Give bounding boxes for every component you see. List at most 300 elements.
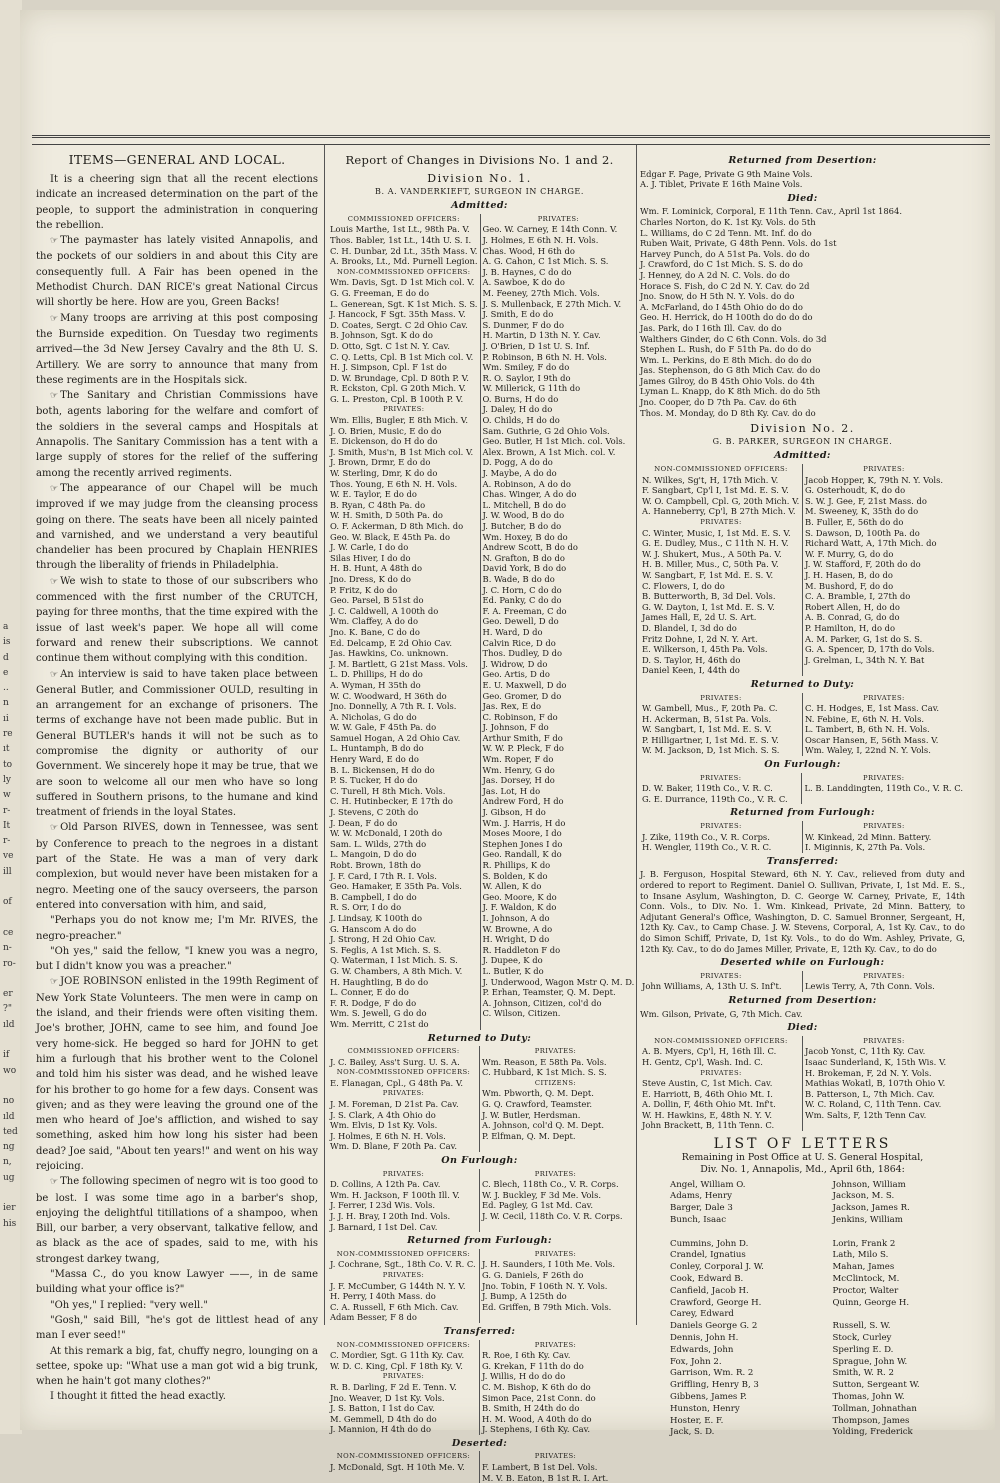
admitted-subcolumn [802,464,965,676]
roster-entry: J. Smith, E do do [482,309,554,320]
roster-entry: B. Smith, H 24th do do [482,1403,580,1414]
returned-to-duty-list [328,1046,631,1152]
letter-recipient: Angel, William O. [670,1179,746,1190]
rank-heading: PRIVATES: [382,1372,425,1381]
roster-entry: L. Butler, K do [482,965,544,976]
letter-recipient: Cook, Edward B. [670,1274,744,1285]
roster-entry: E. Flanagan, Cpl., G 48th Pa. V. [330,1077,464,1088]
report-division-1-column [328,152,635,1483]
roster-entry: Robert Allen, H, do do [805,601,900,612]
pointing-hand-icon: ☞ [50,576,58,587]
roster-entry: O. F. Ackerman, D 8th Mich. do [330,521,464,531]
letter-recipient: Stock, Curley [832,1333,892,1344]
margin-fragment: n, [3,1157,12,1168]
roster-entry: W. Sangbart, F, 1st Md. E. S. V. [642,569,774,580]
on-furlough-subcolumn [801,773,965,805]
roster-entry: Geo. Artis, D do [482,669,550,680]
pointing-hand-icon: ☞ [50,313,58,324]
roster-entry: D. Pogg, A do do [482,457,553,468]
news-paragraph [36,1174,318,1267]
roster-entry: A. B. Myers, Cp'l, H, 16th Ill. C. [642,1046,777,1057]
roster-entry: Silas Hiver, I do do [330,552,411,563]
margin-fragment: ıt [3,744,10,755]
roster-entry: A. Dollin, F, 46th Ohio Mt. Inf't. [642,1099,776,1110]
rank-heading: PRIVATES: [534,1047,577,1056]
roster-entry: L. Generean, Sgt. K 1st Mich. S. S. [330,298,478,309]
margin-fragment: if [3,1050,10,1061]
letter-recipient: Thompson, James [832,1415,910,1426]
roster-entry: H. Perry, I 40th Mass. do [330,1291,436,1302]
roster-entry: Mathias Wokatl, B, 107th Ohio V. [805,1078,946,1089]
roster-entry: B. L. Bickensen, H do do [330,764,435,775]
roster-entry: P. Fritz, K do do [330,584,398,595]
roster-entry: J. Grelman, L, 34th N. Y. Bat [805,654,925,665]
roster-entry: W. W. P. Pleck, F do [482,743,564,754]
margin-fragment: ıld [3,1019,15,1030]
roster-entry: J. Johnson, F do [482,722,549,733]
roster-entry: Sam. Guthrie, G 2d Ohio Vols. [482,425,610,436]
roster-entry: Jno. Tobin, F 106th N. Y. Vols. [482,1280,608,1291]
news-paragraph [36,667,318,821]
roster-entry: A. Brooks, Lt., Md. Purnell Legion. [330,256,478,267]
news-paragraph [36,172,318,233]
rank-heading: NON-COMMISSIONED OFFICERS: [336,1249,471,1258]
roster-entry: Jno. Weaver, D 1st Ky. Vols. [330,1392,445,1403]
roster-entry: Stephen Jones I do [482,838,563,849]
roster-entry: O. Childs, H do do [482,415,560,426]
letter-recipient: Canfield, Jacob H. [670,1285,749,1296]
paragraph-text: The appearance of our Chapel will be much improved if we may judge from the cleansing process going on there. The seats have been all nicely painted and varnished, and we understand a very beautiful chandelier has been procured by Chaplain HENRIES through the liberality of friends in Philadelphia. [36,482,318,572]
roster-entry: M. Bushord, F, do do [805,580,894,591]
roster-entry: Jas. Stephenson, do G 8th Mich Cav. do do [640,365,821,376]
roster-entry: J. Butcher, B do do [482,521,562,531]
roster-entry: I. Miginnis, K, 27th Pa. Vols. [805,842,926,853]
news-paragraph [36,1344,318,1390]
roster-entry: L. Huntamph, B do do [330,743,424,754]
news-paragraph [36,974,318,1174]
letter-recipient: Jack, S. D. [670,1427,715,1438]
transferred-subcolumn [479,1340,631,1435]
margin-fragment [3,880,18,895]
letter-recipient: Jenkins, William [832,1215,903,1226]
roster-entry: N. Febine, E, 6th N. H. Vols. [805,713,925,724]
roster-entry: J. Crawford, do C 1st Mich. S. S. do do [640,259,803,270]
letter-recipient: Hunston, Henry [670,1403,740,1414]
roster-entry: R. Roe, I 6th Ky. Cav. [482,1350,571,1361]
roster-entry: R. Haddleton F do [482,944,561,955]
roster-entry: Wm. Henry, G do [482,764,555,775]
margin-fragment [3,972,18,987]
letter-recipient: Jackson, James R. [832,1203,910,1214]
roster-entry: J. Cochrane, Sgt., 18th Co. V. R. C. [330,1259,476,1270]
roster-entry: Louis Marthe, 1st Lt., 98th Pa. V. [330,224,470,235]
roster-entry: C. Hubbard, K 1st Mich. S. S. [482,1067,607,1078]
paragraph-text: JOE ROBINSON enlisted in the 199th Regiment of New York State Volunteers. The men were in camp on the island, and their friends were often visiting them. Joe's brother, JOHN, came to see him, and found Joe very home-sick. He begged so hard for JOHN to get him a furlough that his brother went to the Colonel and told him his sister was dead, and he wished leave for his brother to go home for a few days. Consent was given; and as they were leaving the ground one of the men who heard of Joe's affliction, and wished to say something, asked him how long his sister had been dead? Joe said, "About ten years!" and went on his way rejoicing. [36,976,318,1172]
paragraph-text: "Oh yes," I replied: "very well." [50,1299,208,1311]
roster-entry: N. Wilkes, Sg't, H, 17th Mich. V. [642,474,779,485]
roster-entry: F. R. Dodge, F do do [330,997,417,1008]
roster-entry: J. W. Stafford, F, 20th do do [805,559,921,570]
roster-entry: Wm. Hoxey, B do do [482,531,568,542]
roster-entry: Lewis Terry, A, 7th Conn. Vols. [805,981,935,992]
roster-entry: W. Kinkead, 2d Minn. Battery. [805,831,932,842]
on-furlough-subcolumn [328,1169,479,1233]
roster-entry: Arthur Smith, F do [482,732,563,743]
roster-entry: A. Robinson, A do do [482,478,571,489]
roster-entry: Jas. Dorsey, H do [482,775,555,786]
news-paragraph [36,1313,318,1344]
roster-entry: W. J. Buckley, F 3d Me. Vols. [482,1189,602,1200]
roster-entry: A. B. Conrad, G, do do [805,612,900,623]
letter-recipient: Crawford, George H. [670,1297,762,1308]
letter-recipient: Carey, Edward [670,1309,734,1320]
letter-recipient: Adams, Henry [670,1191,732,1202]
transferred-title: Transferred: [766,855,839,867]
news-paragraph [36,1298,318,1313]
roster-entry: Wm. H. Jackson, F 100th Ill. V. [330,1189,460,1200]
roster-entry: C. H. Hutinbecker, E 17th do [330,796,453,807]
margin-fragment: ve [3,851,14,862]
margin-fragment: of [3,897,12,908]
deserted-list [328,1451,631,1483]
roster-entry: W. Sangbart, I, 1st Md. E. S. V. [642,724,772,735]
on-furlough-list [328,1169,631,1233]
returned-to-duty-subcolumn [328,1046,479,1152]
letter-recipient: Griffling, Henry B, 3 [670,1380,759,1391]
roster-entry: R. Eckston, Cpl. G 20th Mich. V. [330,383,467,394]
roster-entry: W. Allen, K do [482,881,542,892]
rank-heading: PRIVATES: [534,1340,577,1349]
roster-entry: Wm. Waley, I, 22nd N. Y. Vols. [805,745,931,756]
rank-heading: PRIVATES: [863,465,905,474]
roster-entry: H. Ackerman, B, 51st Pa. Vols. [642,713,772,724]
margin-fragment: to [3,759,13,770]
roster-entry: Richard Watt, A, 17th Mich. do [805,538,937,549]
roster-entry: J. O. Brien, Music, E do do [330,425,442,436]
roster-entry: H. Wengler, 119th Co., V. R. C. [642,842,772,853]
deserted-on-furlough-subcolumn [802,971,965,992]
letter-recipient [833,1309,966,1321]
on-furlough-list [640,773,965,805]
admitted-title: Admitted: [774,450,831,462]
paragraph-text: The following specimen of negro wit is too good to be lost. I was some time ago in a barber's shop, enjoying the delightful titillations of a shampoo, when Bill, our barber, a very observant, talkative fellow, and as black as the ace of spades, said to me, with his strongest darkey twang, [36,1176,318,1265]
division-title: Division No. 2. [750,422,855,436]
margin-fragment: It [3,820,11,831]
roster-entry: J. W. Butler, Herdsman. [482,1109,581,1120]
roster-entry: J. Mannion, H 4th do do [330,1424,432,1435]
news-paragraph [36,944,318,975]
margin-fragment [3,1033,18,1048]
returned-from-furlough-subcolumn [328,1249,479,1323]
rank-heading: PRIVATES: [863,1036,905,1045]
roster-entry: A. Wyman, H 35th do [330,679,421,690]
margin-fragment: ill [3,866,12,877]
rank-heading: PRIVATES: [534,1249,577,1258]
roster-entry: Wm. Reason, E 58th Pa. Vols. [482,1056,607,1067]
roster-entry: R. S. Orr, I do do [330,902,402,913]
roster-entry: W. C. Roland, C, 11th Tenn. Cav. [805,1099,942,1110]
paragraph-text: Many troops are arriving at this post composing the Burnside expedition. On Tuesday two regiments arrived—the 3d New Jersey Cavalry and the 8th U. S. Artillery. We are sorry to announce that many from these regiments are in the Hospitals sick. [36,312,318,386]
paragraph-text: "Massa C., do you know Lawyer ——, in de same building what your office is?" [36,1269,318,1296]
margin-fragment: r- [3,805,11,816]
roster-entry: Walthers Ginder, do C 6th Conn. Vols. do 3d [640,333,827,344]
transferred-list [328,1340,631,1435]
roster-entry: S. Dawson, D, 100th Pa. do [805,527,920,538]
roster-entry: J. Strong, H 2d Ohio Cav. [330,934,437,945]
roster-entry: W. M. Jackson, D, 1st Mich. S. S. [642,745,780,756]
margin-fragment: n [3,698,9,709]
roster-entry: F. A. Freeman, C do [482,605,567,616]
roster-entry: G. G. Daniels, F 26th do [482,1269,584,1280]
roster-entry: Geo. Gromer, D do [482,690,562,701]
roster-entry: J. Daley, H do do [482,404,553,415]
roster-entry: Jacob Hopper, K, 79th N. Y. Vols. [805,474,944,485]
roster-entry: Ed. Pagley, G 1st Md. Cav. [482,1200,594,1211]
roster-entry: Daniel Keen, I, 44th do [642,665,740,676]
roster-entry: W. W. McDonald, I 20th do [330,828,443,839]
roster-entry: C. A. Russell, F 6th Mich. Cav. [330,1301,459,1312]
roster-entry: Jno. K. Bane, C do do [330,626,420,637]
news-paragraph [36,913,318,944]
letter-recipient: Hoster, E. F. [670,1415,724,1426]
returned-from-furlough-subcolumn [802,821,965,853]
roster-entry: B. Ryan, C 48th Pa. do [330,499,426,510]
roster-entry: Chas. Winger, A do do [482,489,577,500]
roster-entry: J. Hancock, F Sgt. 35th Mass. V. [330,309,466,320]
roster-entry: J. Maybe, A do do [482,468,557,479]
letters-list [640,1180,965,1440]
roster-entry: Q. Waterman, I 1st Mich. S. S. [330,955,458,966]
roster-entry: Henry Ward, E do do [330,754,419,765]
roster-entry: M. Feeney, 27th Mich. Vols. [482,287,600,298]
roster-entry: G. L. Preston, Cpl. B 100th P. V. [330,393,464,404]
margin-fragment: ted [3,1126,18,1137]
roster-entry: G. Hanscom A do do [330,923,417,934]
rank-heading: PRIVATES: [382,1089,425,1098]
news-paragraph [36,820,318,913]
margin-fragment: wo [3,1065,17,1076]
roster-entry: C. Q. Letts, Cpl. B 1st Mich col. V. [330,351,474,362]
roster-entry: A. Johnson, col'd Q. M. Dept. [482,1120,605,1131]
letter-recipient: Tollman, Johnathan [832,1403,917,1414]
roster-entry: J. M. Bartlett, G 21st Mass. Vols. [330,658,468,669]
roster-entry: H. Brokeman, F, 2d N. Y. Vols. [805,1067,932,1078]
roster-entry: W. Gambell, Mus., F, 20th Pa. C. [642,703,778,714]
roster-entry: J. Underwood, Wagon Mstr Q. M. D. [482,976,635,987]
roster-entry: Calvin Rice, D do [482,637,556,648]
rank-heading: PRIVATES: [700,1068,742,1077]
roster-entry: W. D. C. King, Cpl. F 18th Ky. V. [330,1360,463,1371]
roster-entry: G. G. Freeman, E do do [330,287,430,298]
margin-fragment: ıi [3,713,9,724]
margin-fragment: .. [3,683,9,694]
roster-entry: Chas. Wood, H 6th do [482,245,575,256]
deserted-subcolumn [328,1451,479,1483]
roster-entry: D. W. Brundage, Cpl. D 80th P. V. [330,372,469,383]
roster-entry: C. Turell, H 8th Mich. Vols. [330,785,446,796]
rank-heading: PRIVATES: [700,518,742,526]
rank-heading: PRIVATES: [700,971,742,980]
returned-to-duty-title: Returned to Duty: [750,678,855,690]
roster-entry: G. A. Spencer, D, 17th do Vols. [805,644,935,655]
margin-fragment: d [3,652,9,663]
transferred-title: Transferred: [443,1325,516,1337]
surgeon-in-charge: B. A. VANDERKIEFT, SURGEON IN CHARGE. [374,186,585,196]
roster-entry: J. C. Horn, C do do [482,584,562,595]
roster-entry: Wm. L. Perkins, do E 8th Mich. do do do [640,354,812,365]
roster-entry: J. W. Cecil, 118th Co. V. R. Corps. [482,1211,623,1221]
roster-entry: Wm. F. Lominick, Corporal, E 11th Tenn. Cav., April 1st 1864. [640,206,902,217]
roster-entry: E. U. Maxwell, D do [482,679,567,690]
roster-entry: A. G. Cahon, C 1st Mich. S. S. [482,256,609,267]
letter-recipient [833,1227,966,1239]
roster-entry: E. Dickenson, do H do do [330,436,438,447]
rank-heading: CITIZENS: [534,1078,577,1087]
roster-entry: Ed. Delcamp, E 2d Ohio Cav. [330,637,453,648]
roster-entry: D. Otto, Sgt. C 1st N. Y. Cav. [330,340,450,351]
roster-entry: S. Dunmer, F do do [482,319,565,330]
news-paragraph [36,1267,318,1298]
roster-entry: Andrew Ford, H do [482,796,564,807]
letter-recipient: Cummins, John D. [670,1238,749,1249]
returned-from-desertion-title: Returned from Desertion: [728,994,877,1006]
roster-entry: W. W. Gale, F 45th Pa. do [330,722,437,733]
paragraph-text: It is a cheering sign that all the recent elections indicate an increased determination on the part of the people, to support the administration in conquering the rebellion. [36,174,318,231]
roster-entry: N. Grafton, B do do [482,552,565,563]
rank-heading: PRIVATES: [700,822,742,831]
roster-entry: M. Sweeney, K, 35th do do [805,506,919,517]
roster-entry: G. W. Dayton, I, 1st Md. E. S. V. [642,601,775,612]
top-rule [32,135,990,145]
roster-entry: Simon Pace, 21st Conn. do [482,1392,596,1403]
letter-recipient: Gibbens, James P. [670,1392,747,1402]
roster-entry: James Hall, E, 2d U. S. Art. [642,612,757,623]
letter-recipient: Edwards, John [670,1344,734,1355]
margin-fragment: ng [3,1142,15,1153]
margin-fragment: ro- [3,958,16,969]
news-paragraph [36,481,318,574]
roster-entry: J. Lindsay, K 100th do [330,912,422,923]
rank-heading: PRIVATES: [383,405,425,414]
paragraph-text: "Oh yes," said the fellow, "I knew you was a negro, but I didn't know you was a preacher." [36,945,318,973]
roster-entry: P. S. Tucker, H do do [330,775,418,786]
rank-heading: NON-COMMISSIONED OFFICERS: [654,465,788,474]
margin-fragment: ly [3,774,11,785]
roster-entry: D. S. Taylor, H, 46th do [642,654,741,665]
admitted-title: Admitted: [451,200,508,212]
roster-entry: J. O'Brien, D 1st U. S. Inf. [482,340,590,351]
roster-entry: H. Wright, D do [482,934,550,945]
roster-entry: W. J. Shukert, Mus., A 50th Pa. V. [642,548,782,559]
roster-entry: Wm. D. Blane, F 20th Pa. Cav. [330,1141,458,1152]
margin-fragment [3,1079,18,1094]
admitted-subcolumn [328,214,480,1030]
rank-heading: NON-COMMISSIONED OFFICERS: [336,1068,471,1077]
rank-heading: PRIVATES: [382,1270,425,1279]
roster-entry: P. Erhan, Teamster, Q. M. Dept. [482,987,616,998]
rank-heading: COMMISSIONED OFFICERS: [347,1047,460,1056]
roster-entry: J. W. Wood, B do do [482,510,565,521]
letter-recipient: Garrison, Wm. R. 2 [670,1368,754,1379]
roster-entry: J. B. Haynes, C do do [482,266,572,277]
roster-entry: Moses Moore, I do [482,828,562,839]
roster-entry: W. H. Smith, D 50th Pa. do [330,510,443,521]
pointing-hand-icon: ☞ [50,236,58,247]
roster-entry: L. B. Landdingten, 119th Co., V. R. C. [804,783,963,794]
roster-entry: J. Stephens, I 6th Ky. Cav. [482,1424,590,1435]
letter-recipient: Bunch, Isaac [670,1215,727,1226]
died-title: Died: [787,192,818,204]
paragraph-text: The paymaster has lately visited Annapolis, and the pockets of our soldiers in and about this City are consequently full. A Fair has been opened in the Methodist Church. DAN RICE's great National Circus will shortly be here. How are you, Green Backs! [36,235,318,309]
roster-entry: James Gilroy, do B 45th Ohio Vols. do 4th [640,375,815,386]
roster-entry: G. Osterhoudt, K, do do [805,485,906,496]
roster-entry: S. Feglis, A 1st Mich. S. S. [330,944,442,955]
pointing-hand-icon: ☞ [50,977,58,988]
roster-entry: B. Butterworth, B, 3d Del. Vols. [642,591,776,602]
roster-entry: Geo. Butler, H 1st Mich. col. Vols. [482,436,626,447]
roster-entry: J. F. Card, I 7th R. I. Vols. [330,870,437,881]
roster-entry: F. Sangbart, Cp'l I, 1st Md. E. S. V. [642,485,789,496]
margin-fragment: r- [3,836,11,847]
roster-entry: J. Dupee, K do [482,955,543,966]
roster-entry: O. Burns, H do do [482,393,559,404]
on-furlough-subcolumn [479,1169,631,1233]
roster-entry: C. H. Hodges, E, 1st Mass. Cav. [805,703,940,714]
roster-entry: Oscar Hansen, E, 56th Mass. V. [805,734,939,745]
roster-entry: A. Hanneberry, Cp'l, B 27th Mich. V. [642,506,796,517]
roster-entry: C. A. Bramble, I, 27th do [805,591,911,602]
letter-recipient: Quinn, George H. [832,1297,910,1308]
letters-subcolumn [640,1180,803,1440]
roster-entry: Thos. Babler, 1st Lt., 14th U. S. I. [330,234,472,245]
surgeon-in-charge: G. B. PARKER, SURGEON IN CHARGE. [712,436,893,446]
died-title: Died: [787,1022,818,1034]
roster-entry: H. B. Miller, Mus., C, 50th Pa. V. [642,559,779,570]
roster-entry: Geo. Hamaker, E 35th Pa. Vols. [330,881,462,892]
items-general-local-column [36,152,318,1422]
returned-to-duty-subcolumn [479,1046,631,1152]
roster-entry: Ed. Panky, C do do [482,595,562,606]
roster-entry: H. J. Simpson, Cpl. F 1st do [330,362,447,373]
roster-entry: P. Hamilton, H, do do [805,622,896,633]
rank-heading: PRIVATES: [537,214,580,223]
roster-entry: Wm. Pbworth, Q. M. Dept. [482,1088,594,1099]
rank-heading: PRIVATES: [700,693,742,702]
roster-entry: B. Fuller, E, 56th do do [805,517,904,527]
pointing-hand-icon: ☞ [50,1177,58,1188]
margin-fragment: ıld [3,1111,15,1122]
margin-fragment [3,911,18,926]
news-paragraph [36,233,318,310]
roster-entry: P. Hilligartner, I, 1st Md. E. S. V. [642,734,779,745]
roster-entry: Geo. Parsel, B 51st do [330,595,424,606]
deserted-subcolumn [479,1451,631,1483]
letter-recipient: Dennis, John H. [670,1333,739,1344]
letter-recipient: Conley, Corporal J. W. [670,1262,764,1273]
roster-entry: H. Ward, D do [482,626,543,637]
letter-recipient: Daniels George G. 2 [670,1321,758,1332]
paragraph-text: Old Parson RIVES, down in Tennessee, was sent by Conference to preach to the negroes in a distant part of the State. He was a man of very dark complexion, but would never have been mistaken for a negro. Meeting one of the saucy overseers, the parson entered into conversation with him, and said, [36,822,318,911]
margin-fragment: ier [3,1203,16,1214]
roster-entry: E. Harriott, B, 46th Ohio Mt. I. [642,1088,773,1099]
roster-entry: H. B. Hunt, A 48th do [330,563,423,574]
roster-entry: H. Gentz, Cp'l, Wash. Ind. C. [642,1056,763,1067]
margin-fragment: er [3,989,13,1000]
roster-entry: Harvey Punch, do A 51st Pa. Vols. do do [640,248,810,259]
news-paragraph [36,1389,318,1404]
roster-entry: D. Blandel, I, 3d do do [642,622,737,633]
roster-entry: C. Mordier, Sgt. G 11th Ky. Cav. [330,1350,465,1361]
